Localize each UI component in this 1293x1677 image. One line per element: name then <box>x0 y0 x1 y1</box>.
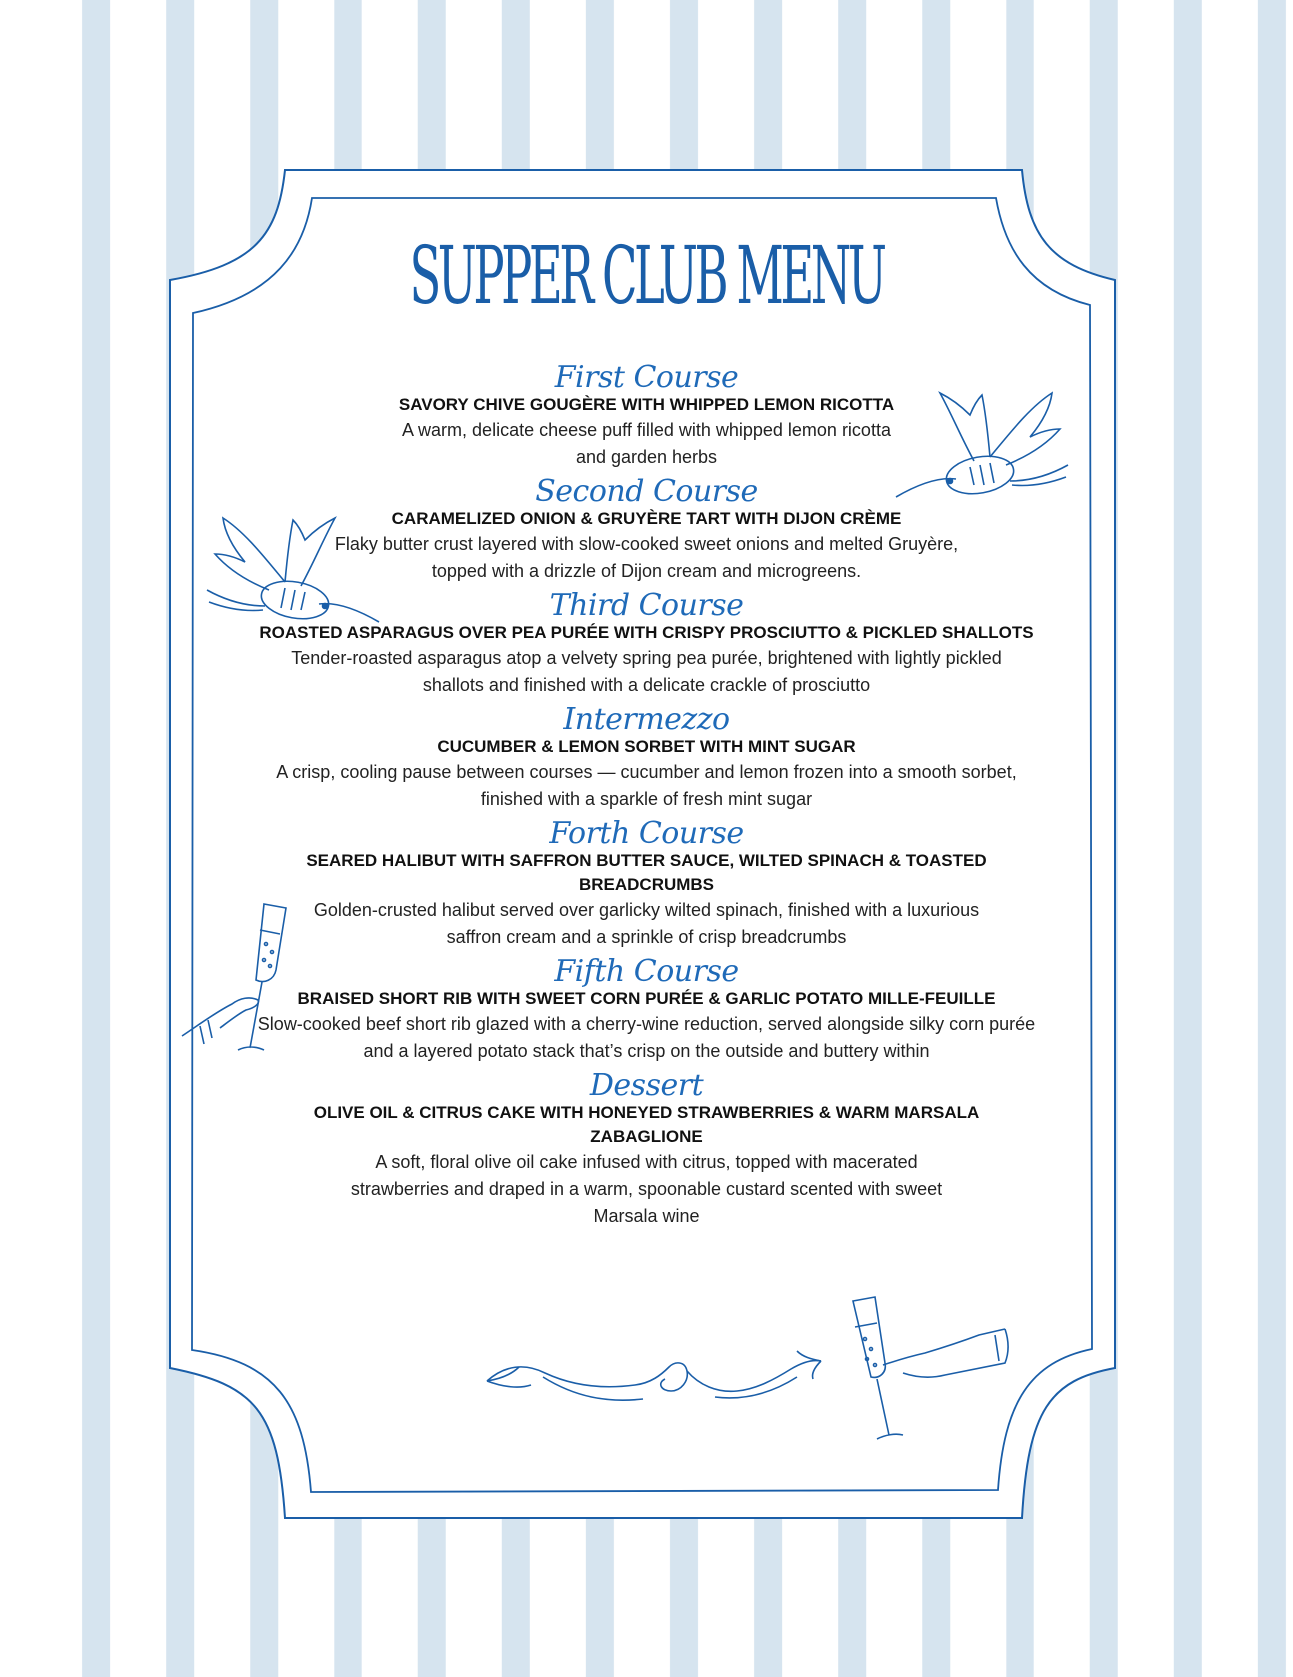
dish-description: A crisp, cooling pause between courses — cucumber and lemon frozen into a smooth sorbet, finished with a sparkle of fresh mint sugar <box>276 762 1017 809</box>
dish-name: SAVORY CHIVE GOUGÈRE WITH WHIPPED LEMON RICOTTA <box>398 395 895 414</box>
dish-description: Slow-cooked beef short rib glazed with a cherry-wine reduction, served alongside silky corn purée and a layered potato stack that’s crisp on the outside and buttery within <box>257 1014 1036 1061</box>
dish-description: Golden-crusted halibut served over garlicky wilted spinach, finished with a luxurious saffron cream and a sprinkle of crisp breadcrumbs <box>313 900 980 947</box>
dish-description: Tender-roasted asparagus atop a velvety spring pea purée, brightened with lightly pickled shallots and finished with a delicate crackle of prosciutto <box>291 648 1002 695</box>
dish-name: CARAMELIZED ONION & GRUYÈRE TART WITH DIJON CRÈME <box>391 509 902 528</box>
course-heading: Third Course <box>549 588 744 623</box>
dish-description: A warm, delicate cheese puff filled with whipped lemon ricotta and garden herbs <box>402 420 891 467</box>
dish-name: ROASTED ASPARAGUS OVER PEA PURÉE WITH CRISPY PROSCIUTTO & PICKLED SHALLOTS <box>259 623 1034 642</box>
dish-name: SEARED HALIBUT WITH SAFFRON BUTTER SAUCE, WILTED SPINACH & TOASTED BREADCRUMBS <box>306 851 987 894</box>
champagne-toast-icon <box>845 1295 1015 1445</box>
course-forth <box>170 816 1123 951</box>
course-heading: First Course <box>554 360 739 395</box>
dish-description: A soft, floral olive oil cake infused with citrus, topped with macerated strawberries and draped in a warm, spoonable custard scented with sweet Marsala wine <box>350 1152 943 1226</box>
dish-name: OLIVE OIL & CITRUS CAKE WITH HONEYED STRAWBERRIES & WARM MARSALA ZABAGLIONE <box>313 1103 980 1146</box>
course-heading: Intermezzo <box>563 702 730 737</box>
bird-icon <box>205 510 385 640</box>
course-intermezzo <box>170 702 1123 813</box>
dish-name: CUCUMBER & LEMON SORBET WITH MINT SUGAR <box>437 737 856 756</box>
champagne-toast-icon <box>180 900 300 1060</box>
dish-name: BRAISED SHORT RIB WITH SWEET CORN PURÉE & GARLIC POTATO MILLE-FEUILLE <box>297 989 996 1008</box>
course-heading: Second Course <box>535 474 758 509</box>
bird-icon <box>890 385 1070 515</box>
course-fifth <box>170 954 1123 1065</box>
course-heading: Dessert <box>589 1068 704 1103</box>
course-heading: Fifth Course <box>554 954 739 989</box>
course-dessert <box>170 1068 1123 1230</box>
course-heading: Forth Course <box>549 816 744 851</box>
dish-description: Flaky butter crust layered with slow-cooked sweet onions and melted Gruyère, topped with a drizzle of Dijon cream and microgreens. <box>334 534 959 581</box>
ribbon-icon <box>485 1345 825 1435</box>
menu-title: SUPPER CLUB MENU <box>409 229 884 322</box>
